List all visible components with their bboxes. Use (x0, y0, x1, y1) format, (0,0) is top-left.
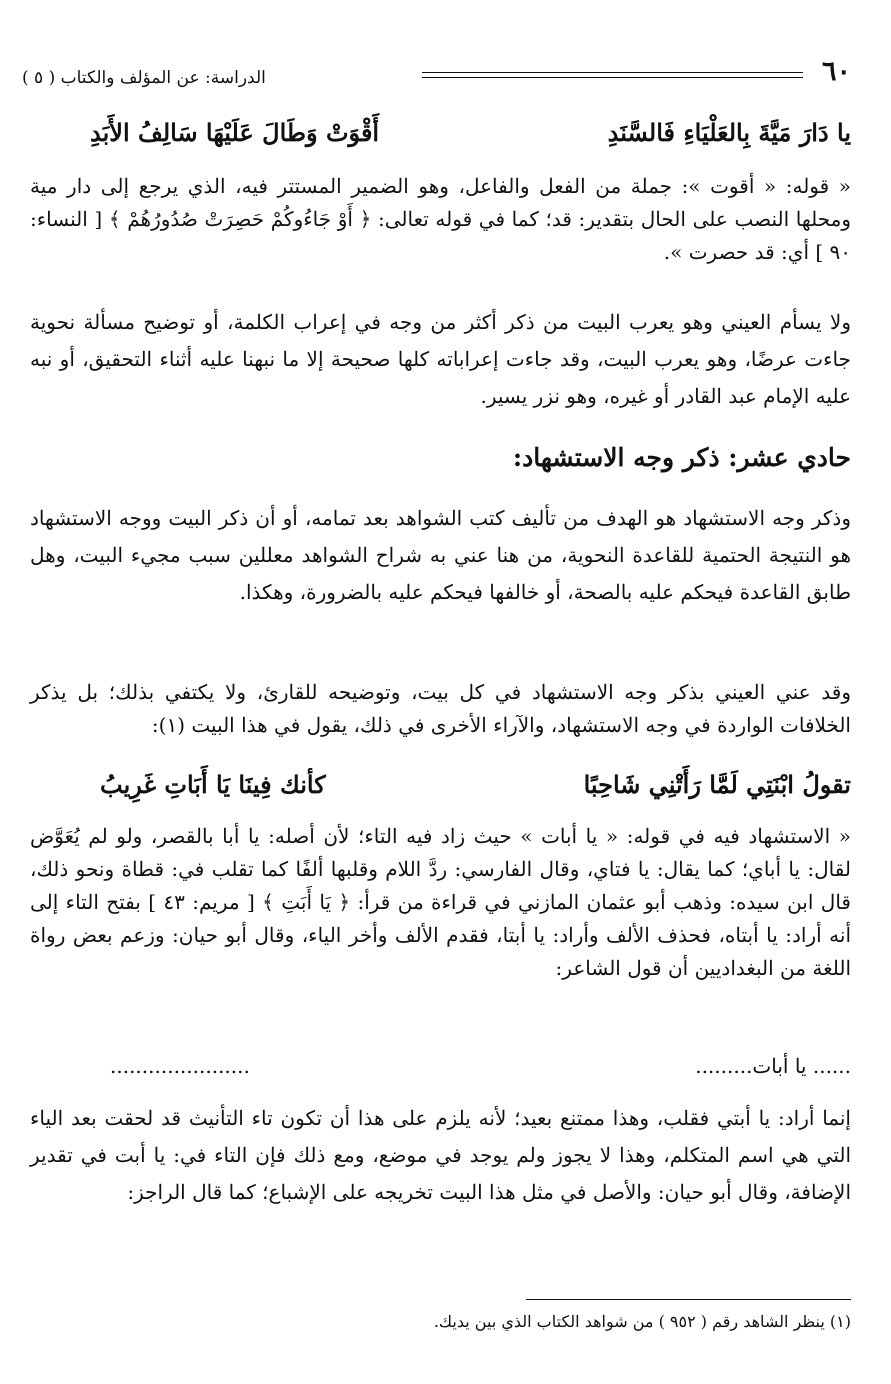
dotted-verse-second-hemistich: ...................... (110, 1054, 250, 1078)
paragraph-abat: « الاستشهاد فيه في قوله: « يا أبات » حيث زاد فيه التاء؛ لأن أصله: يا أبا بالقصر، ولو لم يُعَوَّض لقال: يا أباي؛ كما يقال: يا فتاي، وقال الفارسي: ردَّ اللام وقلبها ألفًا كما تقلب في: قطاة ونحو ذلك، قال ابن سيده: وذهب أبو عثمان المازني في قراءة من قرأ: ﴿ يَا أَبَتِ ﴾ [ مريم: ٤٣ ] بفتح التاء إلى أنه أراد: يا أبتاه، فحذف الألف وأراد: يا أبتا، فقدم الألف وأخر الياء، وقال أبو حيان: وزعم بعض رواة اللغة من البغداديين أن قول الشاعر: (30, 824, 851, 980)
paragraph-aini-irab: ولا يسأم العيني وهو يعرب البيت من ذكر أكثر من وجه في إعراب الكلمة، أو توضيح مسألة نحوية جاءت عرضًا، وهو يعرب البيت، وقد جاءت إعراباته كلها صحيحة إلا ما نبهنا عليه أثناء التحقيق، أو نبه عليه الإمام عبد القادر أو غيره، وهو نزر يسير. (30, 310, 851, 408)
paragraph-aini-istishhad: وقد عني العيني بذكر وجه الاستشهاد في كل بيت، وتوضيحه للقارئ، ولا يكتفي بذلك؛ بل يذكر الخلافات الواردة في وجه الاستشهاد، والآراء الأخرى في ذلك، يقول في هذا البيت (١): (30, 680, 851, 737)
page-number: ٦٠ (821, 56, 851, 87)
dotted-verse-first-hemistich: ...... يا أبات......... (695, 1054, 851, 1078)
header-rule (422, 72, 803, 78)
section-heading: حادي عشر: ذكر وجه الاستشهاد: (512, 443, 851, 472)
page-header (22, 56, 851, 96)
verse-2-second-hemistich: كأنك فِينَا يَا أَبَاتِ غَرِيبُ (100, 770, 326, 799)
dotted-verse (110, 1054, 851, 1090)
verse-1 (90, 118, 851, 158)
footnote-rule (526, 1299, 851, 1300)
paragraph-ya-abati: إنما أراد: يا أبتي فقلب، وهذا ممتنع بعيد؛ لأنه يلزم على هذا أن تكون تاء التأنيث قد لحقت بعد الياء التي هي اسم المتكلم، وهذا لا يجوز ولم يوجد في موضع، ومع ذلك فإن التاء في: يا أبت في تقدير الإضافة، وقال أبو حيان: والأصل في مثل هذا البيت تخريجه على الإشباع؛ كما قال الراجز: (30, 1106, 851, 1204)
paragraph-aqwat: « قوله: « أقوت »: جملة من الفعل والفاعل، وهو الضمير المستتر فيه، الذي يرجع إلى دار مية ومحلها النصب على الحال بتقدير: قد؛ كما في قوله تعالى: ﴿ أَوْ جَاءُوكُمْ حَصِرَتْ صُدُورُهُمْ ﴾ [ النساء: ٩٠ ] أي: قد حصرت ». (30, 174, 851, 264)
verse-2-first-hemistich: تقولُ ابْنَتِي لَمَّا رَأَتْنِي شَاحِبًا (583, 770, 851, 799)
verse-1-second-hemistich: أَقْوَتْ وَطَالَ عَلَيْهَا سَالِفُ الأَبَدِ (90, 118, 380, 147)
verse-2 (100, 770, 851, 810)
running-title: الدراسة: عن المؤلف والكتاب ( ٥ ) (22, 68, 266, 88)
footnote: (١) ينظر الشاهد رقم ( ٩٥٢ ) من شواهد الكتاب الذي بين يديك. (433, 1312, 851, 1331)
paragraph-istishhad: وذكر وجه الاستشهاد هو الهدف من تأليف كتب الشواهد بعد تمامه، أو أن ذكر البيت ووجه الاستشهاد هو النتيجة الحتمية للقاعدة النحوية، من هنا عني به شراح الشواهد معللين سبب مجيء البيت، وهل طابق القاعدة فيحكم عليه بالصحة، أو خالفها فيحكم عليه بالضرورة، وهكذا. (30, 506, 851, 604)
verse-1-first-hemistich: يا دَارَ مَيَّةَ بِالعَلْيَاءِ فَالسَّنَدِ (607, 118, 851, 147)
